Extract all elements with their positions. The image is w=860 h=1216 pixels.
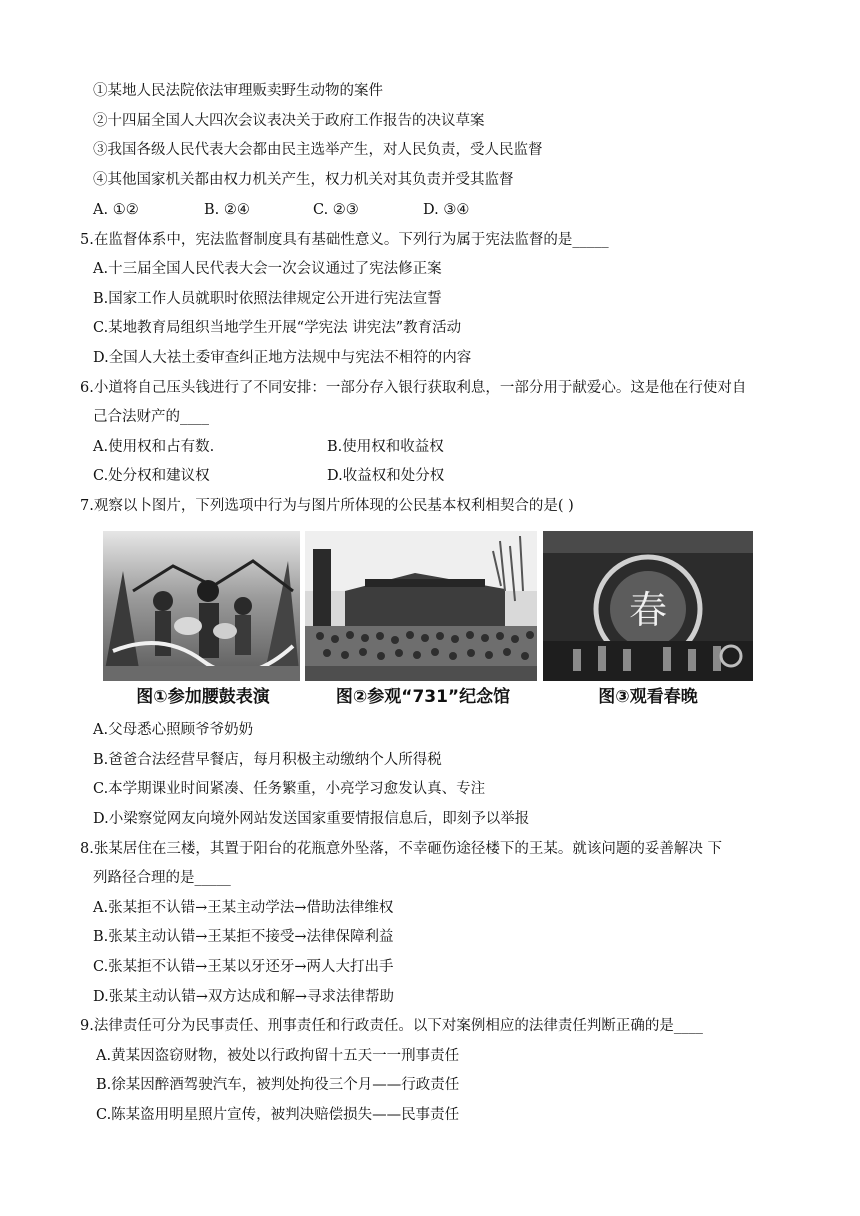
q9-option-a: A.黄某因盗窃财物，被处以行政拘留十五天一一刑事责任 xyxy=(96,1048,460,1064)
q4-item-2: ②十四届全国人大四次会议表决关于政府工作报告的决议草案 xyxy=(93,113,485,129)
q4-option-d: D. ③④ xyxy=(423,202,470,218)
q5-option-a: A.十三届全国人民代表大会一次会议通过了宪法修正案 xyxy=(93,261,442,277)
caption-photo-1: 图①参加腰鼓表演 xyxy=(136,687,270,707)
q5-stem: 5.在监督体系中，宪法监督制度具有基础性意义。下列行为属于宪法监督的是_____ xyxy=(80,232,609,248)
photo-waist-drum xyxy=(103,531,300,681)
q4-option-b: B. ②④ xyxy=(204,202,250,218)
q4-item-4: ④其他国家机关都由权力机关产生，权力机关对其负责并受其监督 xyxy=(93,172,514,188)
q5-option-b: B.国家工作人员就职时依照法律规定公开进行宪法宣誓 xyxy=(93,291,442,307)
q9-option-c: C.陈某盗用明星照片宣传，被判决赔偿损失——民事责任 xyxy=(96,1107,460,1123)
q8-stem-line1: 8.张某居住在三楼，其置于阳台的花瓶意外坠落，不幸砸伤途径楼下的王某。就该问题的妥善解决 下 xyxy=(80,841,722,857)
q4-item-3: ③我国各级人民代表大会都由民主选举产生，对人民负责，受人民监督 xyxy=(93,142,543,158)
q7-image-strip xyxy=(103,531,753,711)
q7-stem: 7.观察以卜图片，下列选项中行为与图片所体现的公民基本权利相契合的是( ) xyxy=(80,498,574,514)
q8-option-a: A.张某拒不认错→王某主动学法→借助法律维权 xyxy=(93,900,394,916)
photo-spring-gala xyxy=(543,531,753,681)
photo-memorial-hall xyxy=(305,531,537,681)
q9-stem: 9.法律责任可分为民事责任、刑事责任和行政责任。以下对案例相应的法律责任判断正确的是____ xyxy=(80,1018,703,1034)
q4-item-1: ①某地人民法院依法审理贩卖野生动物的案件 xyxy=(93,83,383,99)
q5-option-d: D.全国人大祛土委审查纠正地方法规中与宪法不相符的内容 xyxy=(93,350,472,366)
q7-option-b: B.爸爸合法经营早餐店，每月积极主动缴纳个人所得税 xyxy=(93,752,442,768)
caption-photo-2: 图②参观“731”纪念馆 xyxy=(335,687,511,707)
q9-option-b: B.徐某因醉酒驾驶汽车，被判处拘役三个月——行政责任 xyxy=(96,1077,460,1093)
q7-option-d: D.小梁察觉网友向境外网站发送国家重要情报信息后，即刻予以举报 xyxy=(93,811,530,827)
svg-text:春: 春 xyxy=(628,588,668,632)
q6-option-b: B.使用权和收益权 xyxy=(327,439,444,455)
q6-option-d: D.收益权和处分权 xyxy=(327,468,445,484)
q6-stem-line2: 己合法财产的____ xyxy=(93,409,209,425)
q6-option-c: C.处分权和建议权 xyxy=(93,468,210,484)
q7-option-a: A.父母悉心照顾爷爷奶奶 xyxy=(93,722,254,738)
q4-option-c: C. ②③ xyxy=(313,202,359,218)
q8-option-d: D.张某主动认错→双方达成和解→寻求法律帮助 xyxy=(93,989,395,1005)
caption-photo-3: 图③观看春晚 xyxy=(598,687,698,707)
q4-option-a: A. ①② xyxy=(93,202,139,218)
q8-stem-line2: 列路径合理的是_____ xyxy=(93,870,231,886)
q8-option-c: C.张某拒不认错→王某以牙还牙→两人大打出手 xyxy=(93,959,394,975)
q8-option-b: B.张某主动认错→王某拒不接受→法律保障利益 xyxy=(93,929,394,945)
q5-option-c: C.某地教育局组织当地学生开展“学宪法 讲宪法”教育活动 xyxy=(93,320,462,336)
q6-option-a: A.使用权和占有数. xyxy=(93,439,215,455)
q7-option-c: C.本学期课业时间紧凑、任务繁重，小亮学习愈发认真、专注 xyxy=(93,781,486,797)
q6-stem-line1: 6.小道将自己压头钱进行了不同安排：一部分存入银行获取利息，一部分用于献爱心。这是他在行使对自 xyxy=(80,380,747,396)
